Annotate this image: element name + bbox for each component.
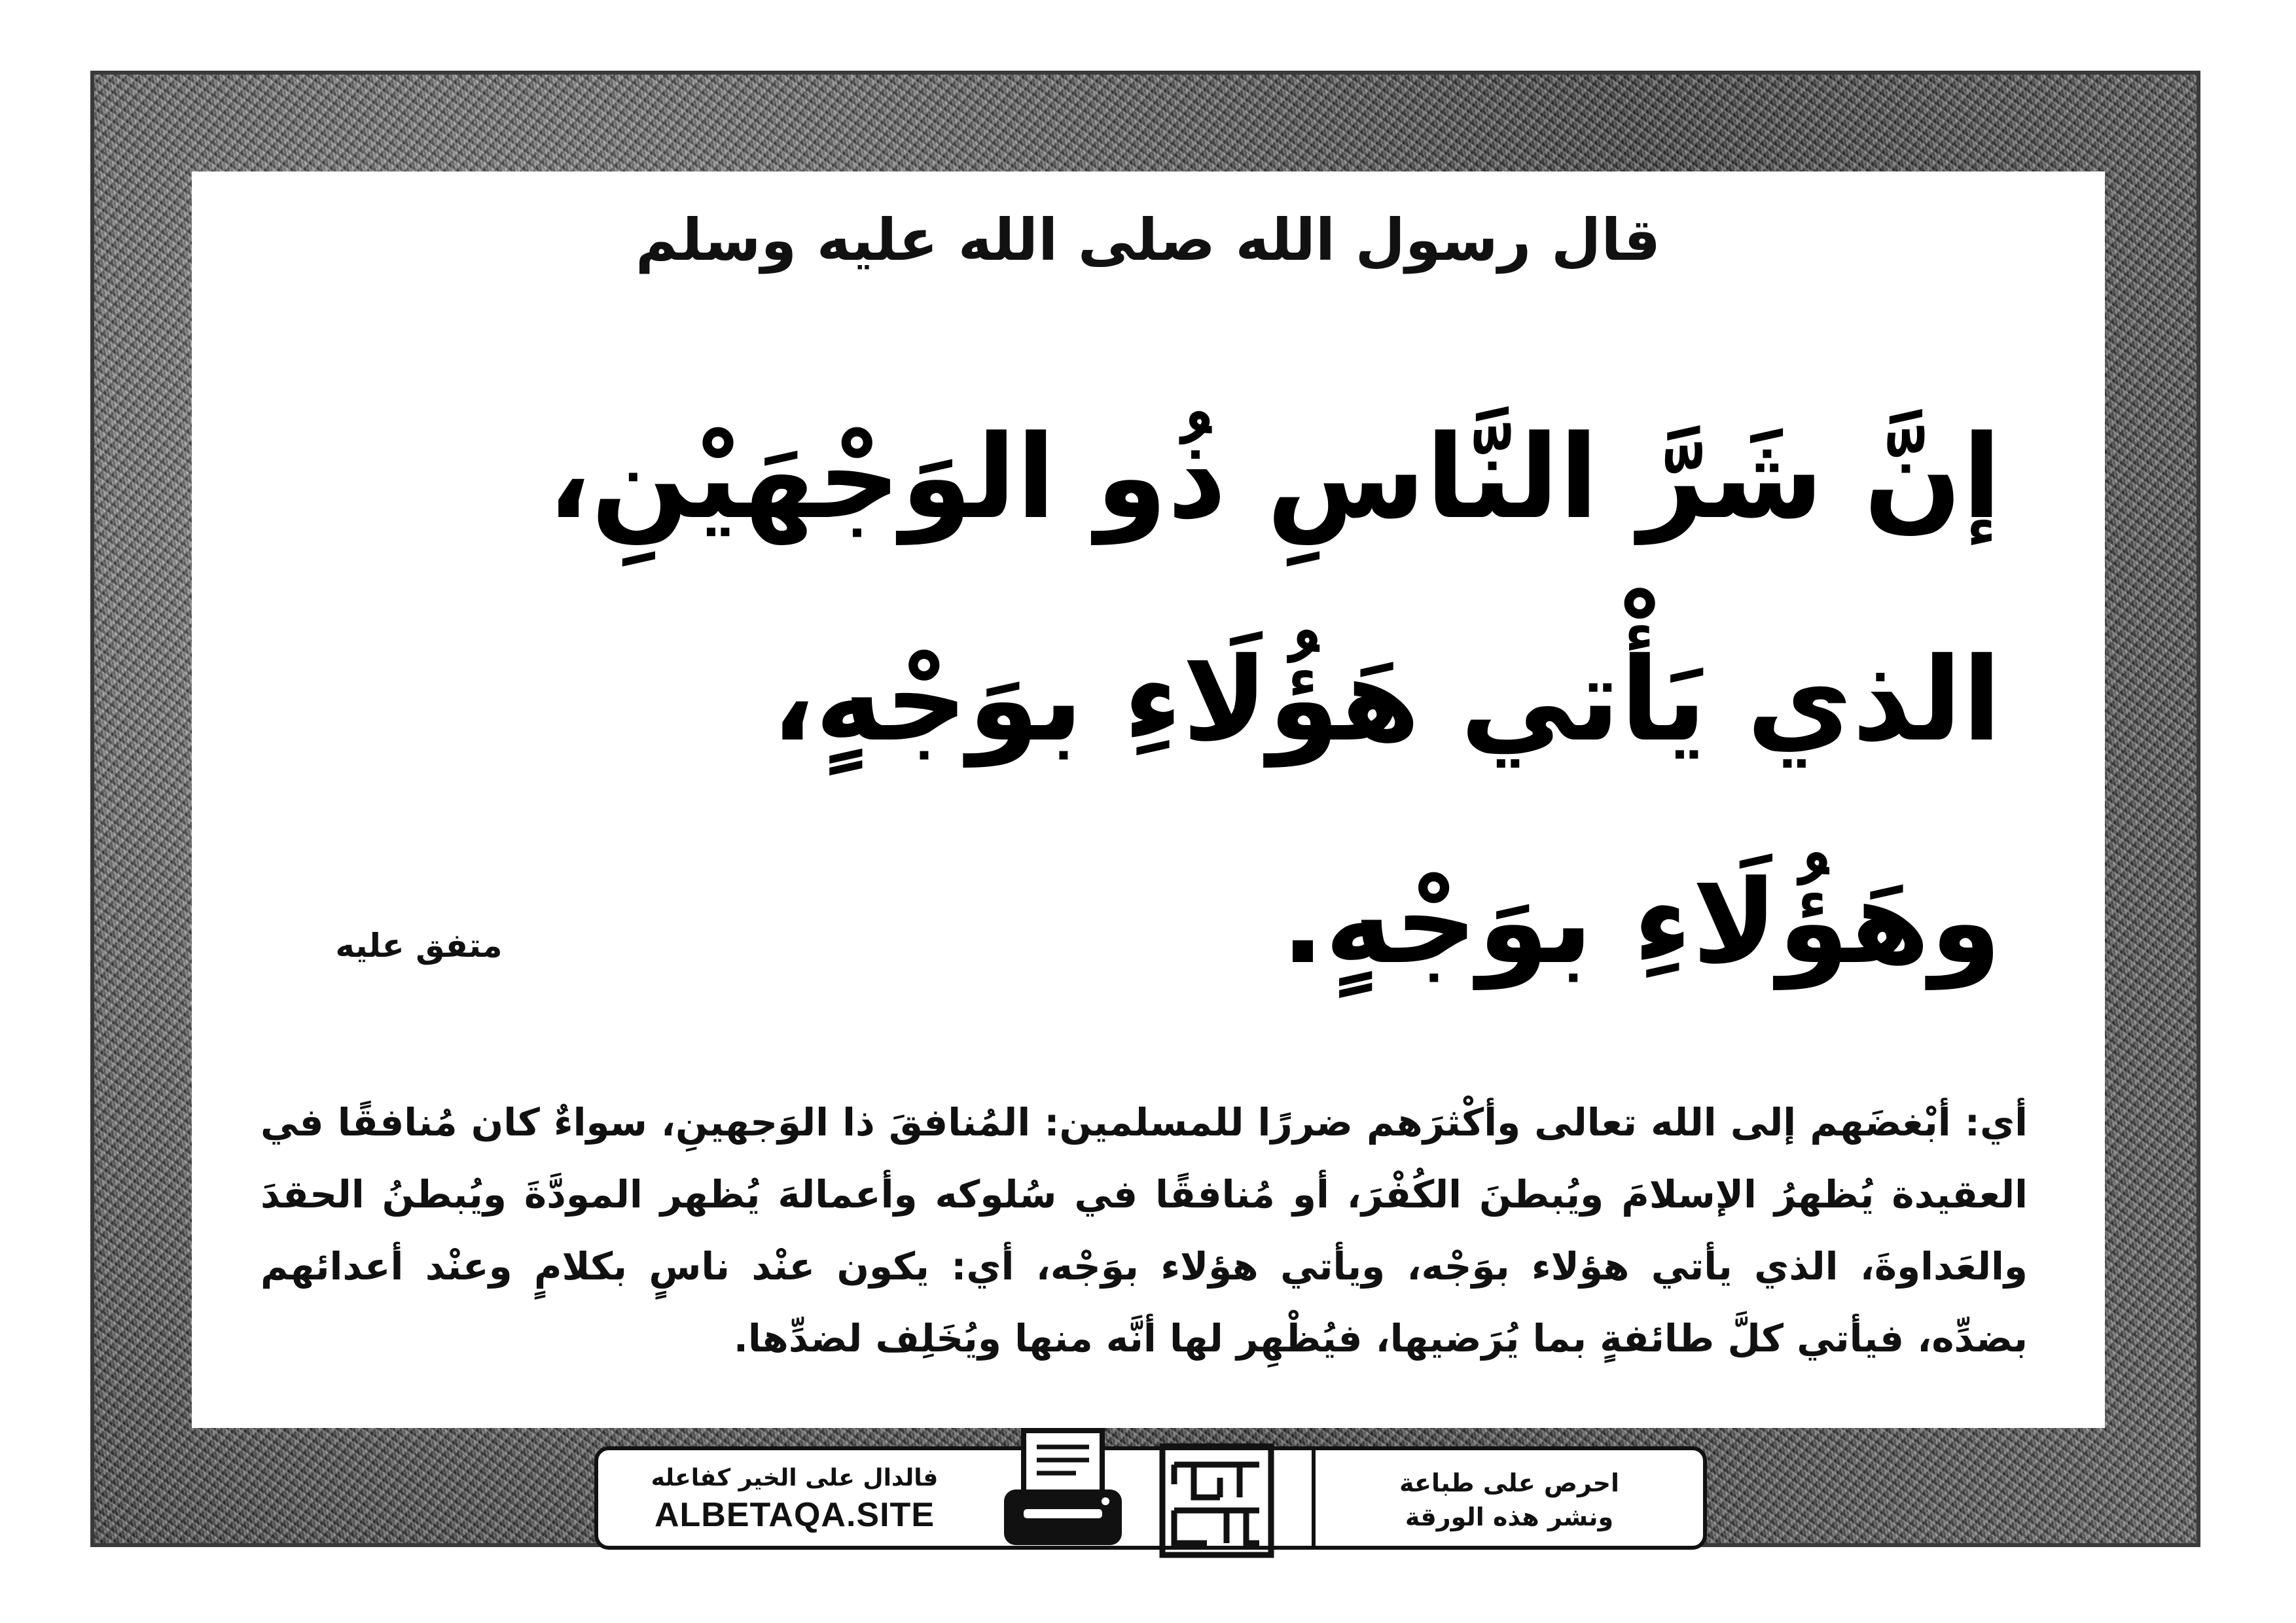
print-call-line-1: احرص على طباعة: [1399, 1469, 1620, 1497]
explanation-text: أي: أبْغضَهم إلى الله تعالى وأكْثرَهم ضررًا للمسلمين: المُنافقَ ذا الوَجهينِ، سواءٌ كان مُنافقًا في العقيدة يُظهرُ الإسلامَ ويُبطنَ الكُفْرَ، أو مُنافقًا في سُلوكه وأعمالهَ يُظهر المودَّةَ ويُبطنُ الحقدَ والعَداوةَ، الذي يأتي هؤلاء بوَجْه، ويأتي هؤلاء بوَجْه، أي: يكون عنْد ناسٍ بكلامٍ وعنْد أعدائهم بضدِّه، فيأتي كلَّ طائفةٍ بما يُرَضيها، فيُظْهِر لها أنَّه منها ويُخَلِف لضدِّها.: [260, 1100, 2028, 1361]
footer-print-box: [1316, 1450, 1703, 1546]
hadith-line-2: الذي يَأْتي هَؤُلَاءِ بوَجْهٍ،: [771, 633, 2001, 767]
hadith-source: متفق عليه: [335, 927, 503, 965]
printer-icon: [997, 1424, 1128, 1555]
footer-site-box: [598, 1450, 991, 1546]
print-call-line-2: ونشر هذه الورقة: [1405, 1503, 1614, 1531]
footer-banner: [594, 1446, 1707, 1550]
footer-tagline: فالدال على الخير كفاعله: [651, 1465, 939, 1491]
hadith-line-3: وهَؤُلَاءِ بوَجْهٍ.: [1281, 855, 2001, 990]
hadith-intro: قال رسول الله صلى الله عليه وسلم: [635, 206, 1661, 274]
hadith-line-1: إنَّ شَرَّ النَّاسِ ذُو الوَجْهَيْنِ،: [547, 410, 2001, 544]
footer-site-link[interactable]: ALBETAQA.SITE: [654, 1496, 935, 1534]
logo-mark: [1155, 1438, 1279, 1563]
